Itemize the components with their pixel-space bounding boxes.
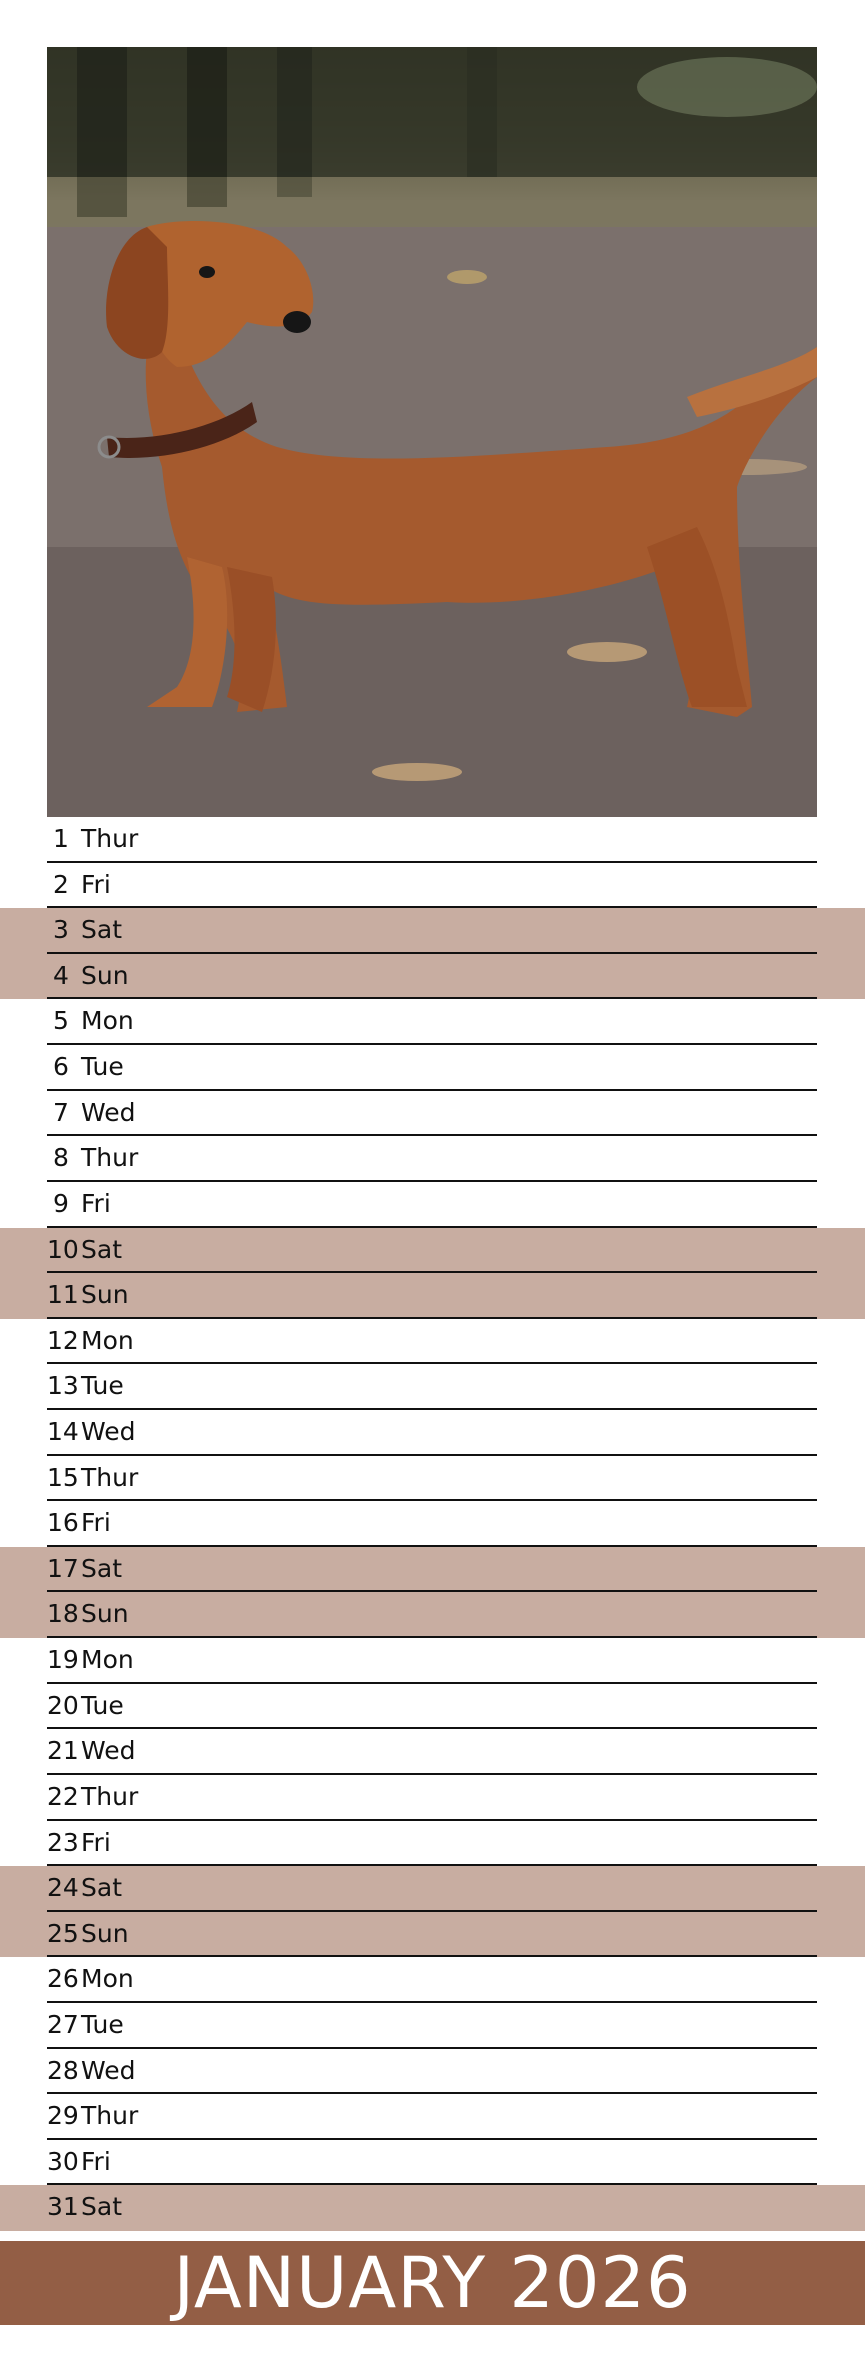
day-number: 3 [53, 915, 69, 944]
day-number: 31 [47, 2192, 79, 2221]
day-number: 14 [47, 1417, 79, 1446]
day-label [47, 1417, 136, 1446]
day-row [0, 2003, 865, 2049]
day-label [47, 1873, 122, 1902]
day-row [0, 1957, 865, 2003]
day-number: 22 [47, 1782, 79, 1811]
day-row [0, 908, 865, 954]
weekday-name: Fri [81, 2147, 111, 2176]
day-number: 16 [47, 1508, 79, 1537]
weekday-name: Wed [81, 1736, 136, 1765]
weekday-name: Sat [81, 1554, 122, 1583]
day-label [47, 1736, 136, 1765]
day-row [0, 1775, 865, 1821]
day-row [0, 1684, 865, 1729]
day-row [0, 1228, 865, 1273]
day-label [47, 2056, 136, 2085]
weekday-name: Tue [81, 2010, 124, 2039]
weekday-name: Sat [81, 1235, 122, 1264]
day-number: 19 [47, 1645, 79, 1674]
day-label [47, 1006, 134, 1035]
day-label [47, 1599, 129, 1628]
day-label [47, 1782, 138, 1811]
weekday-name: Tue [81, 1691, 124, 1720]
day-label [47, 870, 111, 899]
day-row [0, 1912, 865, 1957]
day-number: 1 [53, 824, 69, 853]
day-label [47, 1463, 138, 1492]
weekday-name: Thur [81, 2101, 139, 2130]
day-label [47, 1326, 134, 1355]
weekday-name: Wed [81, 2056, 136, 2085]
day-label [47, 1508, 111, 1537]
weekday-name: Sat [81, 2192, 122, 2221]
day-row [0, 1638, 865, 1684]
day-label [47, 1645, 134, 1674]
day-number: 26 [47, 1964, 79, 1993]
day-row [0, 2185, 865, 2231]
day-number: 12 [47, 1326, 79, 1355]
day-number: 11 [47, 1280, 79, 1309]
day-row [0, 1456, 865, 1501]
day-label [47, 1143, 138, 1172]
weekday-name: Sun [81, 961, 129, 990]
day-number: 7 [53, 1098, 69, 1127]
day-label [47, 1235, 122, 1264]
day-row [0, 1866, 865, 1912]
day-row [0, 1091, 865, 1136]
day-number: 23 [47, 1828, 79, 1857]
day-label [47, 1828, 111, 1857]
weekday-name: Thur [81, 824, 139, 853]
day-row [0, 1547, 865, 1592]
weekday-name: Sun [81, 1599, 129, 1628]
day-row [0, 1501, 865, 1547]
day-number: 10 [47, 1235, 79, 1264]
day-label [47, 1554, 122, 1583]
day-number: 20 [47, 1691, 79, 1720]
day-row [0, 2049, 865, 2094]
day-number: 5 [53, 1006, 69, 1035]
day-number: 27 [47, 2010, 79, 2039]
day-row [0, 1364, 865, 1410]
day-number: 15 [47, 1463, 79, 1492]
day-list [0, 817, 865, 2231]
weekday-name: Mon [81, 1645, 134, 1674]
day-number: 29 [47, 2101, 79, 2130]
day-row [0, 999, 865, 1045]
weekday-name: Sat [81, 915, 122, 944]
day-row [0, 954, 865, 999]
day-number: 28 [47, 2056, 79, 2085]
weekday-name: Sun [81, 1280, 129, 1309]
day-label [47, 1280, 129, 1309]
day-label [47, 1052, 124, 1081]
day-label [47, 2147, 111, 2176]
weekday-name: Fri [81, 870, 111, 899]
dachshund-illustration [47, 47, 817, 817]
day-row [0, 1273, 865, 1319]
weekday-name: Thur [81, 1463, 139, 1492]
day-row [0, 1592, 865, 1638]
day-label [47, 1371, 124, 1400]
day-label [47, 1964, 134, 1993]
day-label [47, 1098, 136, 1127]
weekday-name: Fri [81, 1828, 111, 1857]
day-row [0, 1319, 865, 1364]
day-number: 30 [47, 2147, 79, 2176]
weekday-name: Sat [81, 1873, 122, 1902]
day-label [47, 2101, 138, 2130]
day-number: 9 [53, 1189, 69, 1218]
weekday-name: Mon [81, 1964, 134, 1993]
weekday-name: Sun [81, 1919, 129, 1948]
day-row [0, 2140, 865, 2185]
day-label [47, 1691, 124, 1720]
day-label [47, 915, 122, 944]
day-row [0, 1136, 865, 1182]
month-title: JANUARY 2026 [173, 2242, 692, 2324]
day-number: 2 [53, 870, 69, 899]
day-row [0, 2094, 865, 2140]
weekday-name: Tue [81, 1052, 124, 1081]
weekday-name: Thur [81, 1143, 139, 1172]
day-number: 8 [53, 1143, 69, 1172]
day-row [0, 817, 865, 863]
day-row [0, 863, 865, 908]
day-row [0, 1821, 865, 1866]
weekday-name: Mon [81, 1006, 134, 1035]
day-row [0, 1045, 865, 1091]
day-number: 13 [47, 1371, 79, 1400]
day-label [47, 2010, 124, 2039]
day-label [47, 2192, 122, 2221]
day-label [47, 1919, 129, 1948]
weekday-name: Wed [81, 1417, 136, 1446]
day-number: 4 [53, 961, 69, 990]
dachshund-photo [47, 47, 817, 817]
day-row [0, 1182, 865, 1228]
weekday-name: Thur [81, 1782, 139, 1811]
day-number: 24 [47, 1873, 79, 1902]
day-number: 21 [47, 1736, 79, 1765]
day-number: 25 [47, 1919, 79, 1948]
weekday-name: Fri [81, 1189, 111, 1218]
day-label [47, 824, 138, 853]
weekday-name: Mon [81, 1326, 134, 1355]
day-number: 6 [53, 1052, 69, 1081]
weekday-name: Fri [81, 1508, 111, 1537]
weekday-name: Wed [81, 1098, 136, 1127]
day-label [47, 961, 129, 990]
day-number: 18 [47, 1599, 79, 1628]
month-title-bar [0, 2241, 865, 2325]
day-label [47, 1189, 111, 1218]
day-number: 17 [47, 1554, 79, 1583]
day-row [0, 1729, 865, 1775]
day-row [0, 1410, 865, 1456]
weekday-name: Tue [81, 1371, 124, 1400]
